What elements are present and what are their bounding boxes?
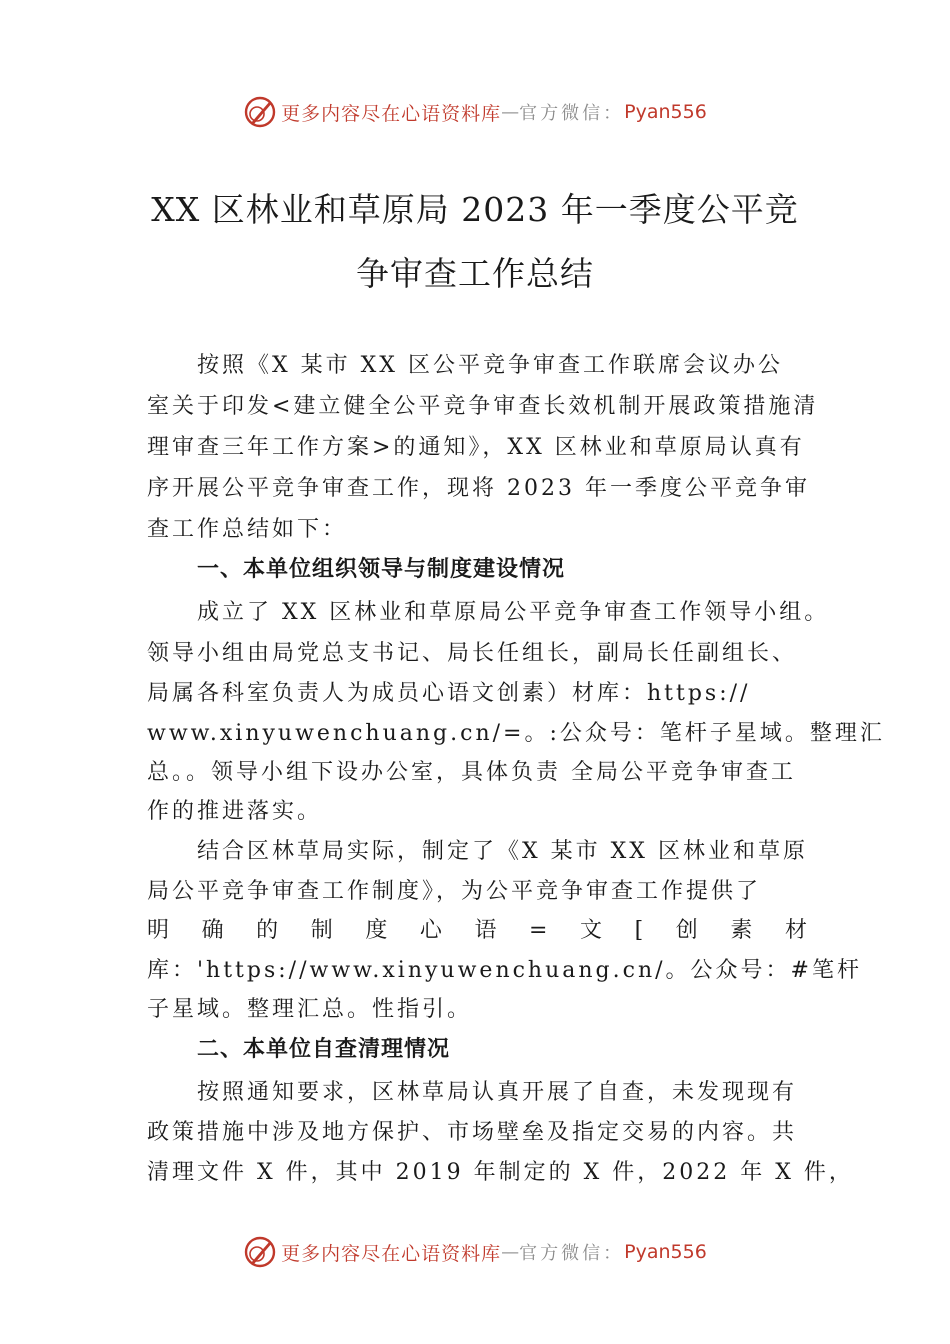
banner-slogan: 更多内容尽在心语资料库 (281, 102, 502, 125)
spaced-char: 的 (256, 918, 279, 943)
paragraph-line: www.xinyuwenchuang.cn/=。:公众号：笔杆子星域。整理汇 (147, 721, 885, 746)
section-heading-2: 二、本单位自查清理情况 (197, 1037, 451, 1062)
paragraph-line: 总。。领导小组下设办公室，具体负责 全局公平竞争审查工 (147, 760, 796, 785)
paragraph-line: 结合区林草局实际，制定了《X 某市 XX 区林业和草原 (197, 839, 808, 864)
paragraph-line: 清理文件 X 件，其中 2019 年制定的 X 件，2022 年 X 件， (147, 1160, 854, 1185)
brush-logo-icon (243, 95, 277, 129)
spaced-char: 文 (580, 918, 603, 943)
spaced-char: 心 (419, 918, 442, 943)
document-title-line-1: XX 区林业和草原局 2023 年一季度公平竞 (151, 190, 799, 229)
spaced-char: 度 (365, 918, 388, 943)
header-banner (0, 92, 950, 132)
paragraph-line: 领导小组由局党总支书记、局长任组长，副局长任副组长、 (147, 641, 798, 666)
banner-slogan: 更多内容尽在心语资料库 (281, 1242, 502, 1265)
paragraph-line: 成立了 XX 区林业和草原局公平竞争审查工作领导小组。 (197, 600, 830, 625)
spaced-char: 素 (730, 918, 753, 943)
paragraph-line: 室关于印发<建立健全公平竞争审查长效机制开展政策措施清 (147, 394, 819, 419)
spaced-char: 确 (201, 918, 224, 943)
footer-banner (0, 1232, 950, 1272)
spaced-char: 创 (675, 918, 698, 943)
banner-wechat-label: 官方微信： (519, 103, 625, 124)
paragraph-line: 按照《X 某市 XX 区公平竞争审查工作联席会议办公 (197, 353, 783, 378)
banner-wechat-label: 官方微信： (519, 1243, 625, 1264)
spaced-char: [ (634, 918, 644, 943)
paragraph-line: 理审查三年工作方案>的通知》，XX 区林业和草原局认真有 (147, 435, 805, 460)
paragraph-line: 局公平竞争审查工作制度》，为公平竞争审查工作提供了 (147, 879, 762, 904)
paragraph-line: 作的推进落实。 (147, 799, 323, 824)
brush-logo-icon (243, 1235, 277, 1269)
document-title-line-2: 争审查工作总结 (356, 254, 594, 293)
banner-separator: — (501, 101, 520, 123)
paragraph-line: 序开展公平竞争审查工作，现将 2023 年一季度公平竞争审 (147, 476, 810, 501)
banner-wechat-account: Pyan556 (624, 1241, 707, 1263)
paragraph-line: 子星域。整理汇总。性指引。 (147, 997, 473, 1022)
paragraph-line: 查工作总结如下： (147, 517, 348, 542)
paragraph-line: 库：'https://www.xinyuwenchuang.cn/。公众号：#笔杆 (147, 958, 862, 983)
spaced-paragraph-line (147, 918, 807, 944)
paragraph-line: 局属各科室负责人为成员心语文创素）材库：https:// (147, 681, 751, 706)
spaced-char: 制 (310, 918, 333, 943)
banner-separator: — (501, 1241, 520, 1263)
banner-wechat-account: Pyan556 (624, 101, 707, 123)
spaced-char: 明 (147, 918, 170, 943)
paragraph-line: 按照通知要求，区林草局认真开展了自查，未发现现有 (197, 1080, 798, 1105)
section-heading-1: 一、本单位组织领导与制度建设情况 (197, 557, 566, 582)
spaced-char: 材 (784, 918, 807, 943)
paragraph-line: 政策措施中涉及地方保护、市场壁垒及指定交易的内容。共 (147, 1120, 798, 1145)
spaced-char: 语 (474, 918, 497, 943)
spaced-char: = (529, 918, 548, 943)
